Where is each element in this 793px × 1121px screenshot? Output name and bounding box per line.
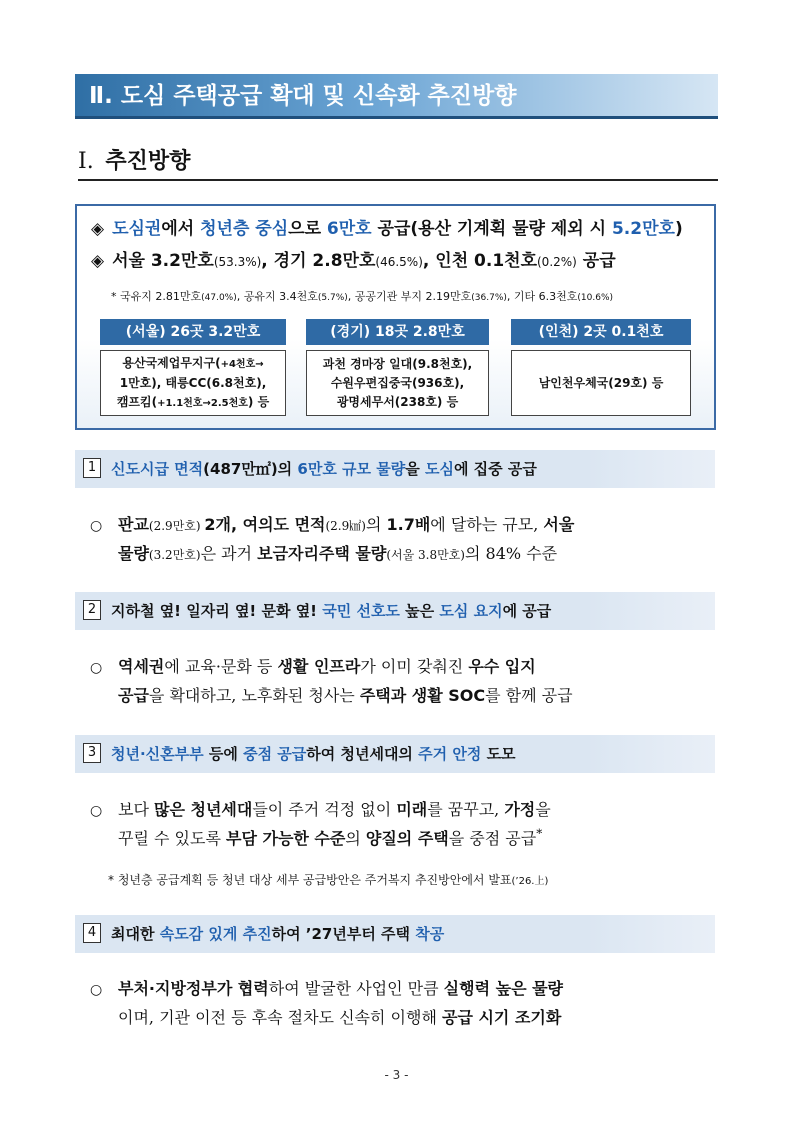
paragraph-line — [90, 797, 551, 820]
circle-bullet-icon: ○ — [90, 803, 103, 819]
paragraph-line — [90, 976, 563, 999]
item-header-3 — [75, 735, 715, 773]
text: 2개 — [204, 515, 231, 534]
text: 서울 3.2만호 — [112, 251, 214, 271]
text: ) — [674, 219, 683, 239]
region-line: 광명세무서(238호) 등 — [336, 394, 459, 409]
circle-bullet-icon: ○ — [90, 982, 103, 998]
text: 실행력 높은 물량 — [443, 979, 564, 998]
text: (487만㎡)의 — [203, 460, 298, 478]
item-number-box: 3 — [83, 743, 101, 763]
text: 하여 청년세대의 — [306, 745, 419, 763]
text: 공급 — [118, 686, 149, 705]
text: (0.2%) — [537, 255, 577, 269]
text: 6만호 규모 물량 — [297, 460, 406, 478]
text: 부담 가능한 수준 — [226, 829, 346, 848]
text: 부처·지방정부가 협력 — [118, 979, 269, 998]
text: 1.7배 — [386, 515, 431, 534]
region-tag-incheon: (인천) 2곳 0.1천호 — [511, 319, 691, 345]
text: 도심권 — [112, 219, 162, 239]
region-line — [101, 354, 285, 374]
text: 착공 — [415, 925, 445, 943]
text: 에 달하는 규모, — [430, 515, 544, 534]
region-tag-seoul: (서울) 26곳 3.2만호 — [100, 319, 286, 345]
text: 보금자리주택 물량 — [257, 544, 387, 563]
text: 양질의 주택 — [365, 829, 449, 848]
text: 도심 — [424, 460, 454, 478]
summary-line-1 — [91, 214, 683, 239]
text: (53.3%) — [213, 255, 262, 269]
text: , 경기 2.8만호 — [261, 251, 376, 271]
item-number-box: 1 — [83, 458, 101, 478]
text: 5.2만호 — [611, 219, 675, 239]
circle-bullet-icon: ○ — [90, 660, 103, 676]
text: 꾸릴 수 있도록 — [118, 829, 226, 848]
text: 물량 — [118, 544, 149, 563]
text: 을 확대하고, 노후화된 청사는 — [148, 686, 360, 705]
text: (10.6%) — [577, 293, 614, 303]
text: 생활 인프라 — [277, 657, 361, 676]
item-header-2 — [75, 592, 715, 630]
section-title-text: 추진방향 — [105, 149, 191, 174]
text: * 국유지 2.81만호 — [111, 290, 202, 303]
region-box-gyeonggi — [306, 350, 489, 416]
text: 미래 — [396, 800, 428, 819]
paragraph-line — [90, 512, 574, 535]
text: 에서 — [161, 219, 201, 239]
text: 속도감 있게 추진 — [159, 925, 272, 943]
text: 공급(용산 기계획 물량 제외 시 — [371, 219, 612, 239]
text: 의 84% 수준 — [464, 544, 558, 563]
text: 들이 주거 걱정 없이 — [252, 800, 397, 819]
paragraph-line — [90, 683, 573, 706]
text: 중점 공급 — [243, 745, 307, 763]
text: 도모 — [481, 745, 516, 763]
text: , 기타 6.3천호 — [506, 290, 578, 303]
diamond-bullet-icon: ◈ — [91, 251, 105, 271]
summary-box — [75, 204, 716, 430]
text: 가 이미 갖춰진 — [360, 657, 469, 676]
summary-note — [111, 288, 613, 304]
region-box-seoul — [100, 350, 286, 416]
text: 판교 — [118, 515, 149, 534]
text: (서울 3.8만호) — [386, 548, 465, 562]
text: 서울 — [543, 515, 575, 534]
text: 으로 — [288, 219, 327, 239]
text: 청년·신혼부부 — [111, 745, 204, 763]
text: 용산국제업무지구( — [122, 355, 221, 370]
text: , 인천 0.1천호 — [422, 251, 537, 271]
text: 주택과 생활 SOC — [359, 686, 486, 705]
text: 청년층 중심 — [200, 219, 289, 239]
text: 도심 요지 — [439, 602, 503, 620]
text: 을 — [535, 800, 551, 819]
text: (36.7%) — [471, 293, 507, 303]
text: 을 — [405, 460, 425, 478]
text: 높은 — [399, 602, 440, 620]
region-box-incheon — [511, 350, 691, 416]
section-title — [78, 145, 718, 181]
text: 가정 — [504, 800, 536, 819]
text: 등에 — [203, 745, 244, 763]
text: 의 — [345, 829, 366, 848]
text: +1.1천호→2.5천호 — [157, 397, 248, 409]
text: 캠프킴( — [116, 394, 158, 409]
item-number-box: 2 — [83, 600, 101, 620]
text: (2.9만호) — [148, 519, 205, 533]
text: 하여 ’27년부터 주택 — [271, 925, 416, 943]
text: 주거 안정 — [418, 745, 482, 763]
text: (5.7%) — [317, 293, 348, 303]
text: (3.2만호) — [148, 548, 201, 562]
chapter-header: Ⅱ. 도심 주택공급 확대 및 신속화 추진방향 — [75, 74, 718, 119]
text: 보다 — [118, 800, 154, 819]
diamond-bullet-icon: ◈ — [91, 219, 105, 239]
text: 이며, 기관 이전 등 후속 절차도 신속히 이행해 — [118, 1008, 442, 1027]
text: 지하철 옆! 일자리 옆! 문화 옆! — [111, 602, 323, 620]
region-line: 과천 경마장 일대(9.8천호), — [322, 356, 473, 371]
page-number: - 3 - — [384, 1068, 409, 1082]
section-number: Ⅰ. — [78, 149, 94, 174]
item-header-4 — [75, 915, 715, 953]
text: 공급 — [576, 251, 616, 271]
region-line: 1만호), 태릉CC(6.8천호), — [119, 375, 267, 390]
text: (46.5%) — [375, 255, 423, 269]
text: 우수 입지 — [468, 657, 536, 676]
text: 신도시급 면적 — [111, 460, 204, 478]
region-line: 남인천우체국(29호) 등 — [538, 375, 664, 390]
text: 을 중점 공급 — [448, 829, 537, 848]
paragraph-line — [90, 654, 536, 677]
item-number-box: 4 — [83, 923, 101, 943]
paragraph-line — [90, 826, 542, 849]
text: 국민 선호도 — [322, 602, 400, 620]
paragraph-line — [90, 1005, 561, 1028]
text: 6만호 — [326, 219, 372, 239]
region-tag-gyeonggi: (경기) 18곳 2.8만호 — [306, 319, 489, 345]
text: 를 함께 공급 — [485, 686, 573, 705]
text: 하여 발굴한 사업인 만큼 — [268, 979, 444, 998]
text: 많은 청년세대 — [154, 800, 253, 819]
text: 에 집중 공급 — [453, 460, 537, 478]
text: , 공유지 3.4천호 — [236, 290, 318, 303]
text: 에 공급 — [502, 602, 552, 620]
text: 를 꿈꾸고, — [427, 800, 505, 819]
summary-line-2 — [91, 246, 616, 271]
text: ) 등 — [247, 394, 270, 409]
text: , 공공기관 부지 2.19만호 — [347, 290, 472, 303]
footnote-marker: * — [536, 826, 543, 841]
text: 은 과거 — [200, 544, 258, 563]
text: , — [230, 515, 243, 534]
text: 의 — [365, 515, 387, 534]
text: (47.0%) — [201, 293, 237, 303]
text: * 청년층 공급계획 등 청년 대상 세부 공급방안은 주거복지 추진방안에서 발표 — [108, 873, 512, 887]
region-line — [101, 393, 285, 413]
text: 역세권 — [118, 657, 165, 676]
item-header-1 — [75, 450, 715, 488]
text: 최대한 — [111, 925, 160, 943]
text: +4천호→ — [220, 358, 264, 370]
text: (’26.上) — [511, 876, 549, 887]
text: 공급 시기 조기화 — [441, 1008, 562, 1027]
footnote — [108, 871, 548, 888]
text: 에 교육·문화 등 — [164, 657, 278, 676]
text: 여의도 면적 — [242, 515, 326, 534]
circle-bullet-icon: ○ — [90, 518, 103, 534]
text: (2.9㎢) — [325, 519, 366, 533]
paragraph-line — [90, 541, 557, 564]
region-line: 수원우편집중국(936호), — [330, 375, 465, 390]
